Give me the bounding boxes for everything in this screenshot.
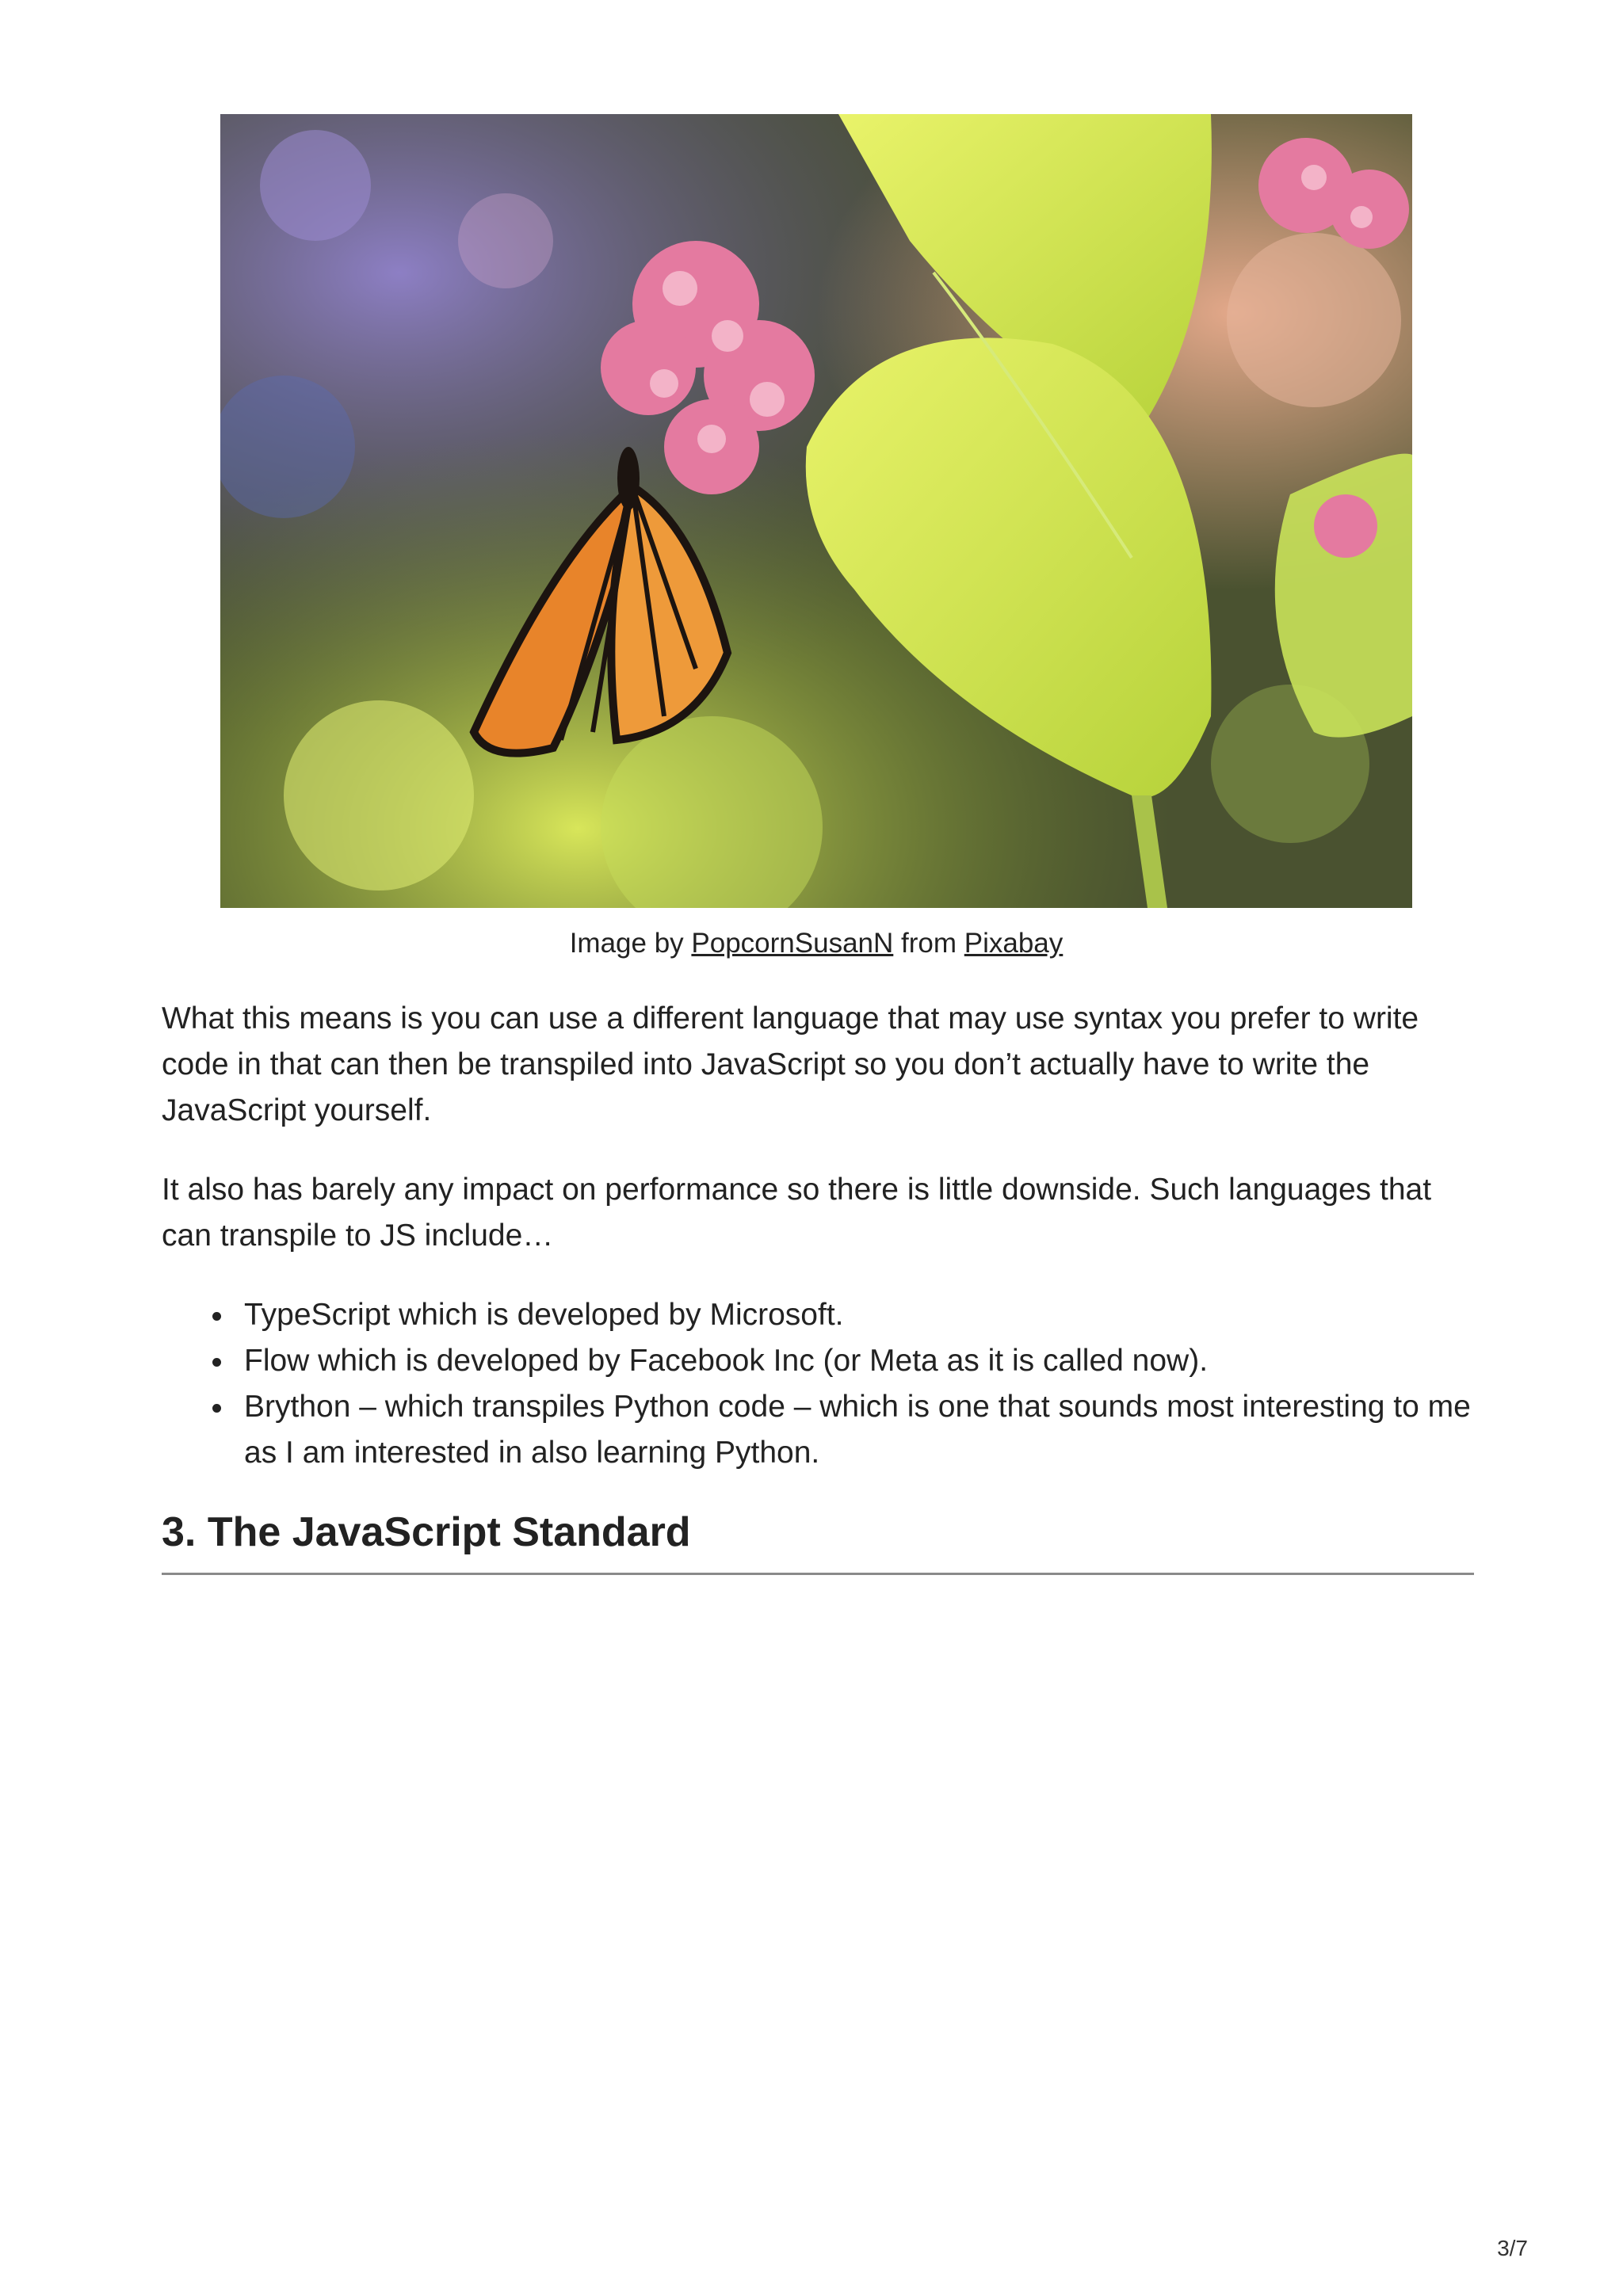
list-item: TypeScript which is developed by Microsoft.	[244, 1292, 1474, 1338]
caption-middle: from	[893, 928, 964, 959]
caption-prefix: Image by	[569, 928, 692, 959]
author-link[interactable]: PopcornSusanN	[691, 928, 894, 959]
language-list	[162, 1292, 1474, 1476]
butterfly-photo	[220, 114, 1412, 908]
article-body	[162, 996, 1474, 1575]
section-heading: 3. The JavaScript Standard	[162, 1506, 1474, 1575]
page-number: 3/7	[1497, 2236, 1528, 2260]
list-item: Flow which is developed by Facebook Inc (or Meta as it is called now).	[244, 1338, 1474, 1384]
list-item: Brython – which transpiles Python code – which is one that sounds most interesting to me as I am interested in also learning Python.	[244, 1384, 1474, 1476]
paragraph: It also has barely any impact on performance so there is little downside. Such languages that can transpile to JS include…	[162, 1173, 1432, 1253]
paragraph: What this means is you can use a different language that may use syntax you prefer to write code in that can then be transpiled into JavaScript so you don’t actually have to write the JavaScript yourself.	[162, 1001, 1419, 1127]
source-link[interactable]: Pixabay	[964, 928, 1064, 959]
image-caption	[0, 924, 1623, 963]
